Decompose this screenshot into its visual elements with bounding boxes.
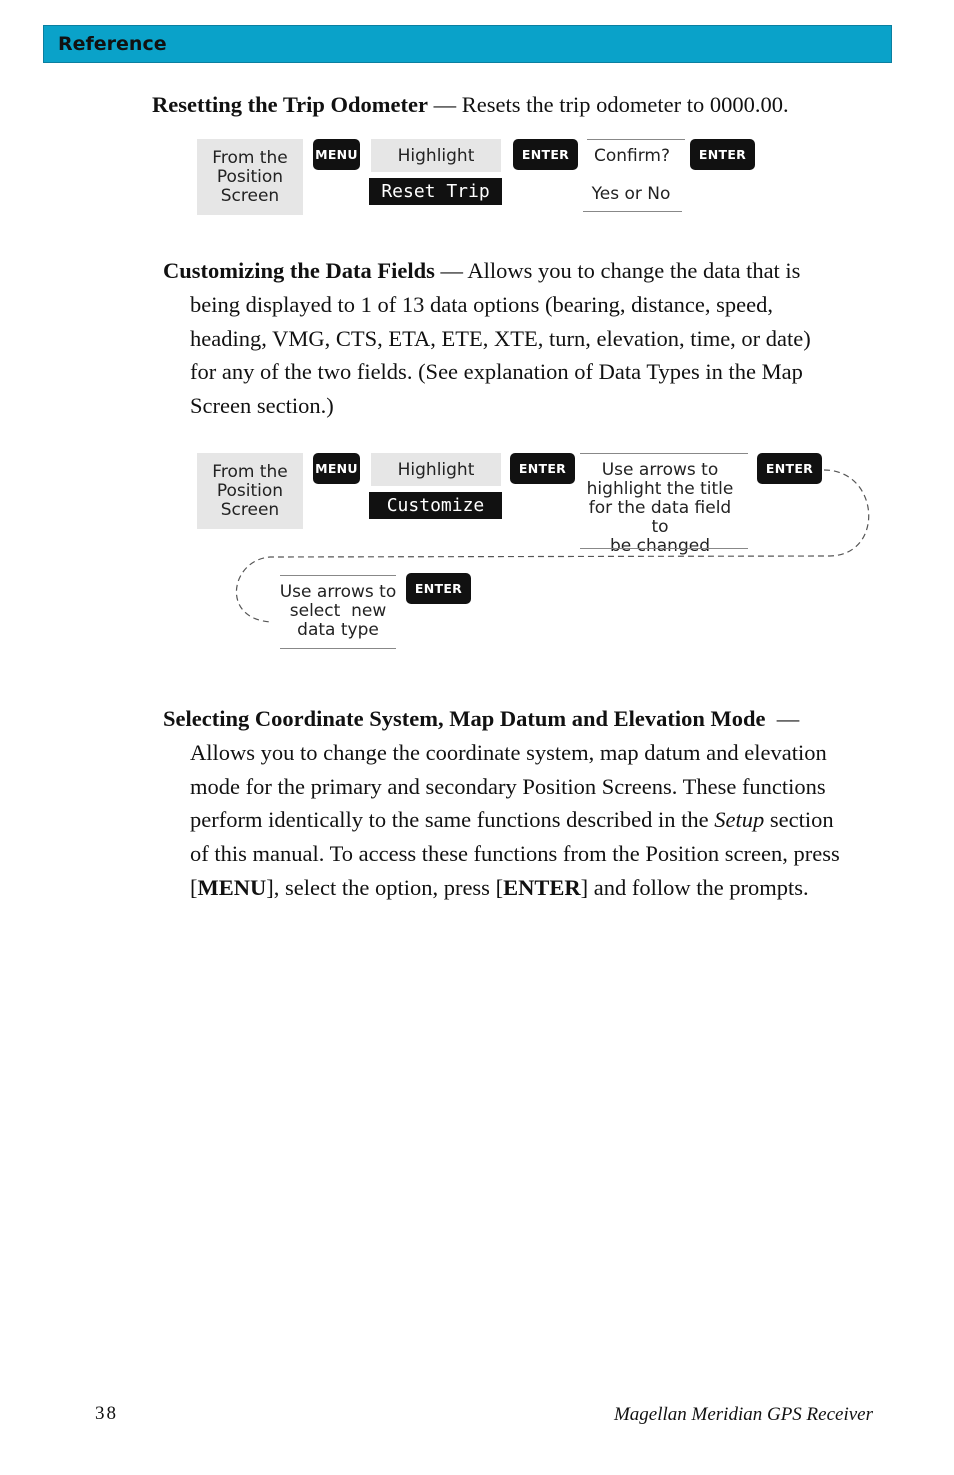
coordinate-text: perform identically to the same functions described in the [190, 807, 715, 833]
confirm-prompt: Confirm? [593, 146, 671, 166]
coordinate-text: [ [190, 874, 198, 900]
coordinate-line: Allows you to change the coordinate system, map datum and elevation [190, 739, 827, 765]
start-line: Position [216, 166, 284, 187]
enter-key: ENTER [757, 453, 822, 484]
setup-reference: Setup [714, 807, 765, 833]
coordinate-dash: — [765, 706, 800, 731]
coordinate-paragraph [163, 702, 883, 905]
coordinate-text: ] and follow the prompts. [580, 874, 809, 900]
menu-key: MENU [313, 139, 360, 170]
section-title: Reference [58, 33, 167, 55]
start-line: From the [212, 147, 288, 168]
enter-key: ENTER [513, 139, 578, 170]
step2-bottom-rule [280, 648, 396, 649]
start-line: Screen [220, 185, 280, 206]
coordinate-text: ], select the option, press [ [266, 874, 504, 900]
menu-key-reference: MENU [197, 874, 267, 900]
reset-trip-option: Reset Trip [369, 178, 502, 205]
enter-key: ENTER [406, 573, 471, 604]
enter-key: ENTER [510, 453, 575, 484]
datafields-line: Screen section.) [190, 393, 334, 419]
odometer-text: — Resets the trip odometer to 0000.00. [428, 92, 789, 117]
start-line: Position [216, 480, 284, 501]
start-line: Screen [220, 499, 280, 520]
highlight-label: Highlight [371, 453, 501, 486]
instruction-line: select new [289, 601, 387, 621]
page-number: 38 [95, 1403, 118, 1424]
instruction-line: Use arrows to [601, 460, 719, 480]
datafields-line: heading, VMG, CTS, ETA, ETE, XTE, turn, elevation, time, or date) [190, 325, 811, 351]
step2-top-rule [280, 575, 396, 576]
select-data-type-instruction [278, 583, 398, 640]
enter-key: ENTER [690, 139, 755, 170]
coordinate-line: of this manual. To access these functions from the Position screen, press [190, 841, 840, 867]
flow-connector-arrow [0, 0, 954, 700]
datafields-title: Customizing the Data Fields [163, 258, 435, 283]
yes-or-no-prompt: Yes or No [591, 184, 671, 204]
datafields-line: being displayed to 1 of 13 data options (bearing, distance, speed, [190, 291, 773, 317]
instruction-line: for the data field to [588, 498, 732, 537]
instruction-line: highlight the title [586, 479, 734, 499]
footer-title: Magellan Meridian GPS Receiver [613, 1404, 873, 1425]
datafields-line: — Allows you to change the data that is [434, 258, 801, 283]
instruction-line: Use arrows to [279, 582, 397, 602]
instruction-line: be changed [609, 536, 710, 556]
instruction-line: data type [297, 620, 379, 640]
datafields-line: for any of the two fields. (See explanation of Data Types in the Map [190, 359, 803, 385]
odometer-title: Resetting the Trip Odometer [152, 92, 428, 117]
enter-key-reference: ENTER [503, 874, 581, 900]
highlight-label: Highlight [371, 139, 501, 172]
coordinate-line [163, 871, 883, 905]
start-line: From the [212, 461, 288, 482]
coordinate-text: section [764, 807, 834, 833]
coordinate-title: Selecting Coordinate System, Map Datum and Elevation Mode [163, 706, 766, 731]
customize-option: Customize [369, 492, 502, 519]
menu-key: MENU [313, 453, 360, 484]
coordinate-line [163, 803, 883, 837]
coordinate-line: mode for the primary and secondary Position Screens. These functions [190, 773, 826, 799]
